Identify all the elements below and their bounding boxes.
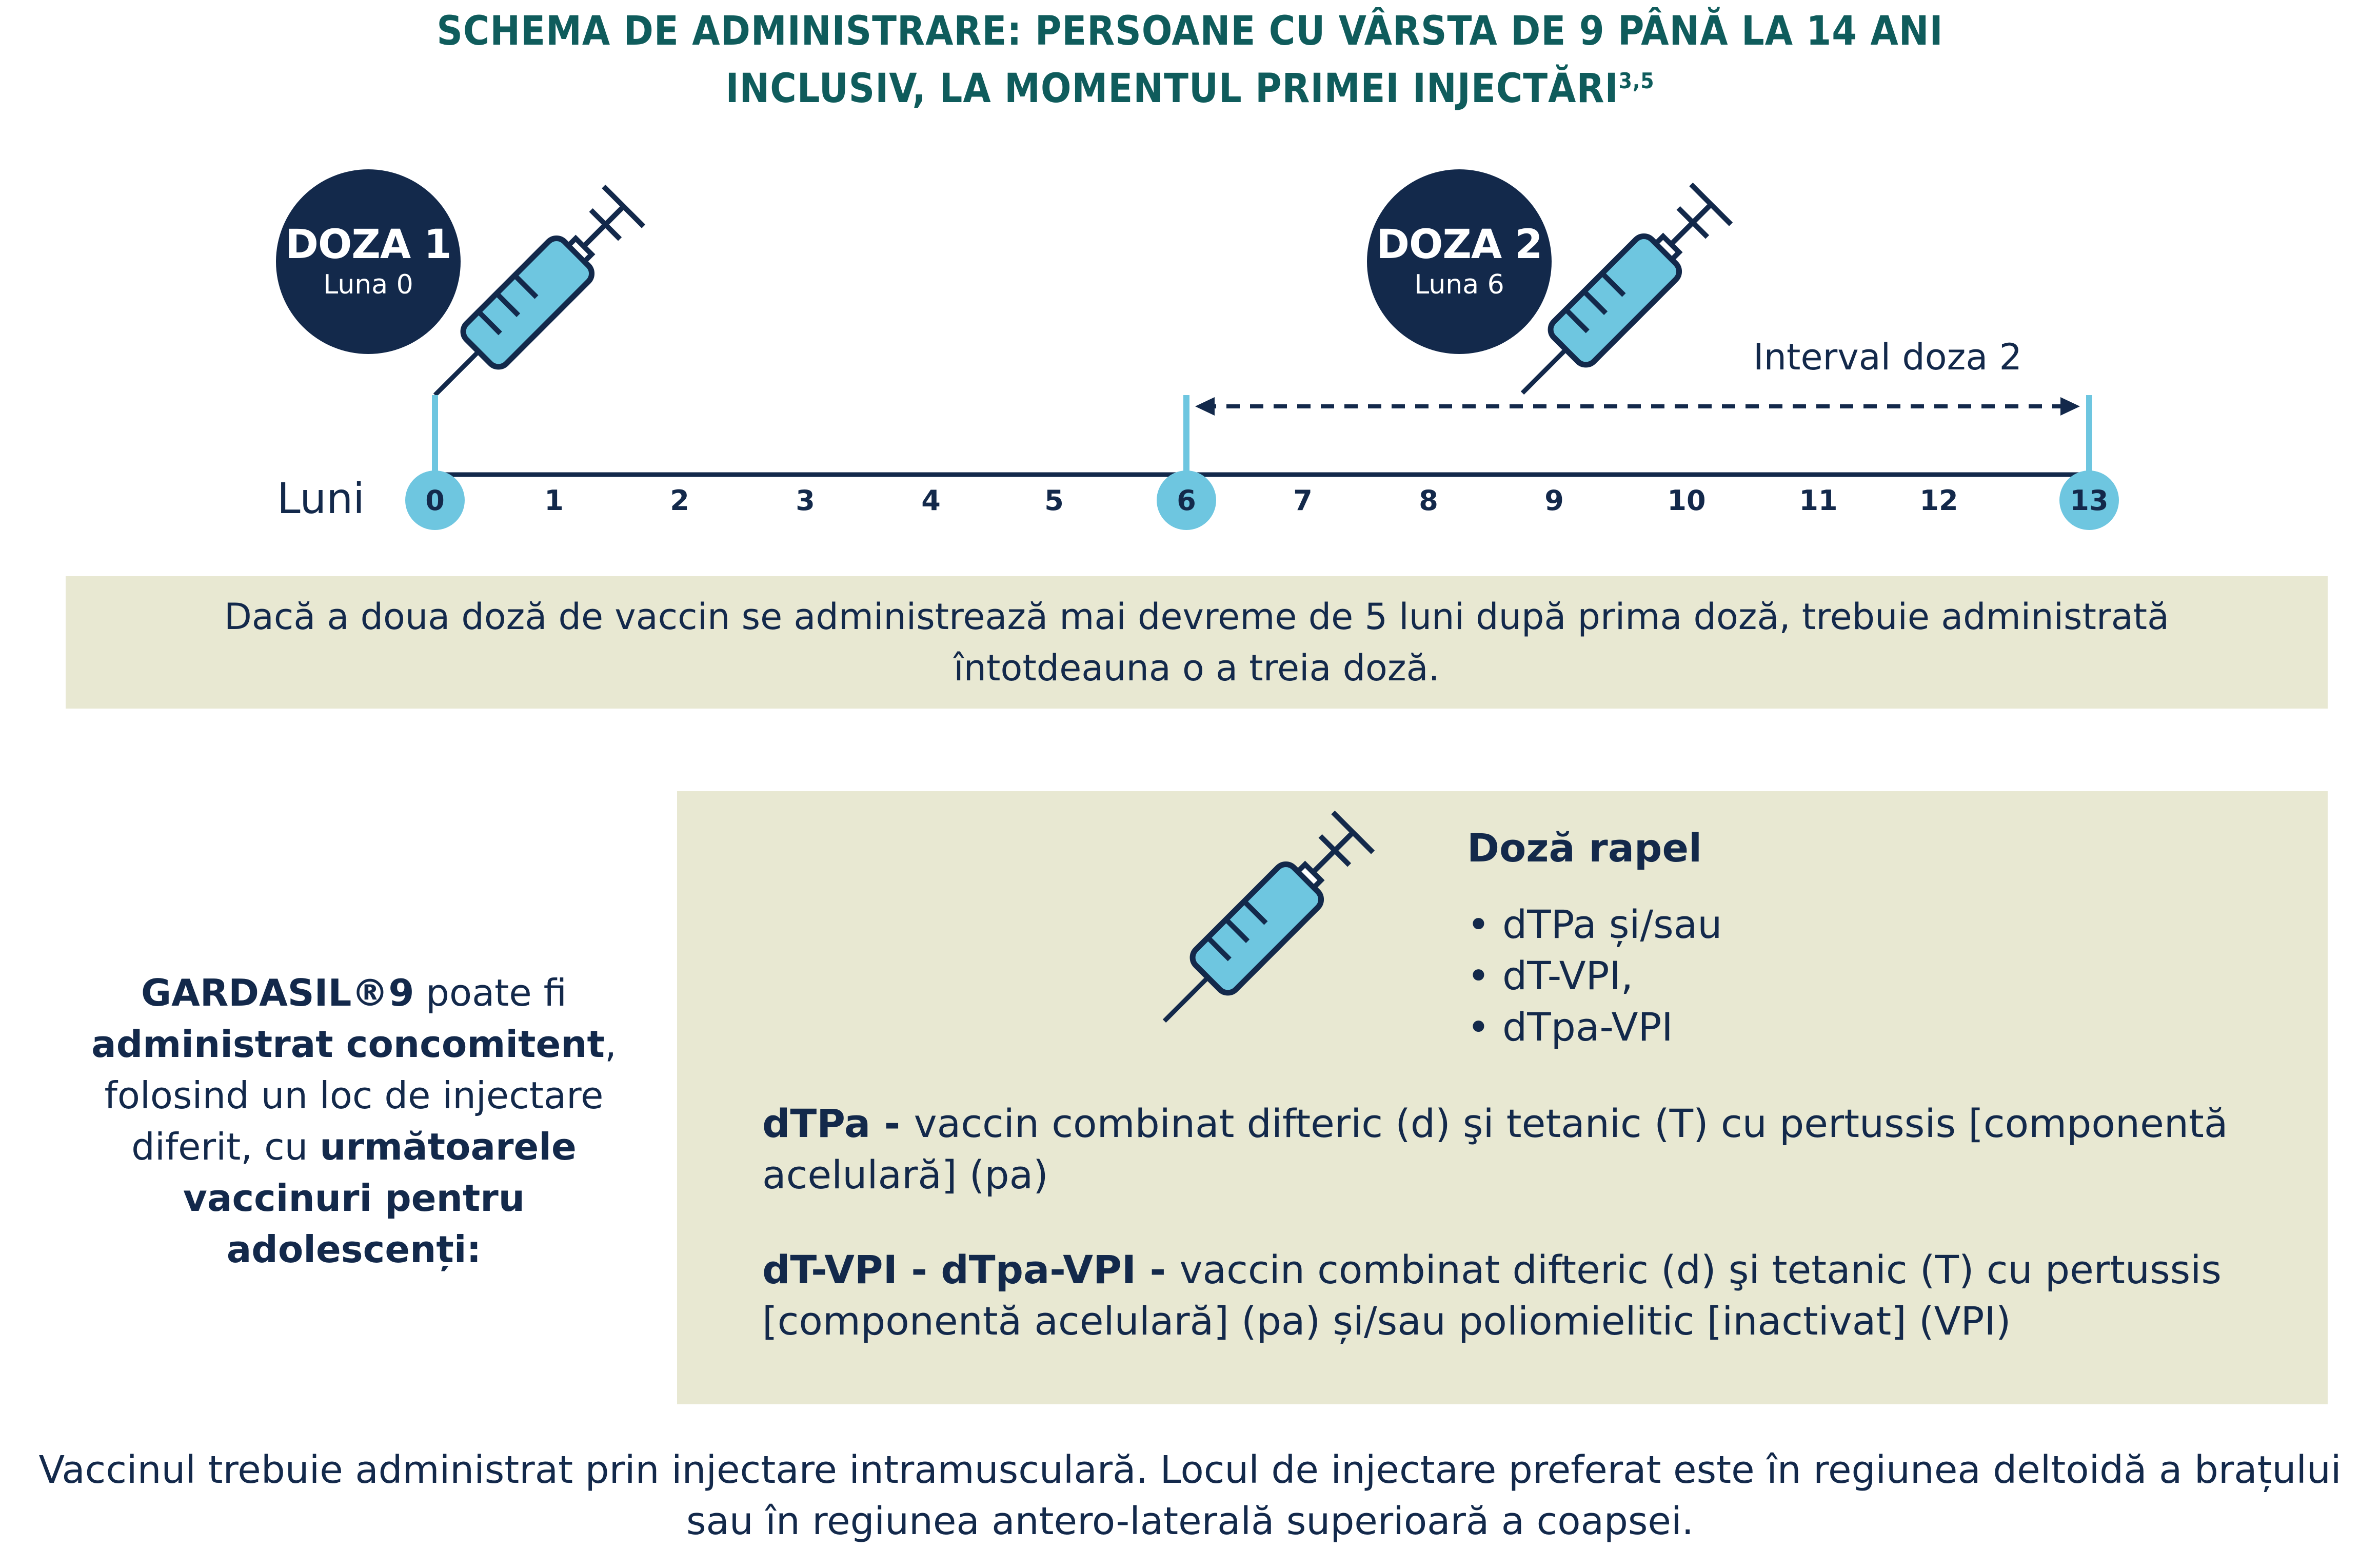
month-label-0: 0: [425, 484, 445, 517]
month-label-3: 3: [796, 484, 815, 517]
month-label-4: 4: [921, 484, 941, 517]
dose-1-title: DOZA 1: [285, 222, 451, 268]
axis-label: Luni: [277, 475, 365, 523]
definition-dtpa: [762, 1098, 2280, 1201]
month-label-5: 5: [1044, 484, 1064, 517]
month-label-12: 12: [1919, 484, 1958, 517]
interval-label: Interval doza 2: [1753, 336, 2022, 378]
dose-2-badge: [1367, 169, 1552, 354]
dose-1-badge: [276, 169, 461, 354]
month-label-9: 9: [1544, 484, 1564, 517]
interval-arrow: [1195, 397, 2080, 416]
month-label-6: 6: [1177, 484, 1196, 517]
concomitant-text: [77, 967, 631, 1275]
definition-dt-vpi: [762, 1244, 2280, 1347]
booster-title: Doză rapel: [1467, 825, 1702, 871]
concomitant-text-2: , folosind un loc de injectare diferit, cu: [104, 1023, 617, 1168]
definition-term: dT-VPI - dTpa-VPI -: [762, 1247, 1180, 1292]
list-item: • dT-VPI,: [1467, 950, 1722, 1002]
month-label-7: 7: [1293, 484, 1313, 517]
note-text: Dacă a doua doză de vaccin se administrează mai devreme de 5 luni după prima doză, trebuie administrată întotdeauna o a treia doză.: [224, 596, 2169, 689]
booster-vaccine-list: [1467, 899, 1722, 1053]
definition-text: vaccin combinat difteric (d) şi tetanic (T) cu pertussis [componentă acelulară] (pa) și/sau poliomielitic [inactivat] (VPI): [762, 1247, 2222, 1344]
definition-term: dTPa -: [762, 1101, 914, 1146]
month-label-1: 1: [544, 484, 564, 517]
dose-1-subtitle: Luna 0: [323, 269, 413, 300]
dose-2-subtitle: Luna 6: [1414, 269, 1504, 300]
month-label-11: 11: [1799, 484, 1838, 517]
footer-line-2: sau în regiunea antero-laterală superioară a coapsei.: [686, 1499, 1694, 1543]
month-label-8: 8: [1419, 484, 1438, 517]
administration-footer: [0, 1444, 2380, 1547]
month-label-13: 13: [2070, 484, 2109, 517]
concomitant-text-1: poate fi: [414, 971, 567, 1014]
definition-text: vaccin combinat difteric (d) şi tetanic (T) cu pertussis [componentă acelulară] (pa): [762, 1101, 2228, 1198]
concomitant-bold-2: următoarele vaccinuri pentru adolescenți:: [183, 1125, 577, 1271]
third-dose-note: [66, 576, 2328, 709]
title-line-2-text: INCLUSIV, LA MOMENTUL PRIMEI INJECTĂRI: [725, 66, 1619, 112]
syringe-icon: [1128, 811, 1416, 1047]
footer-line-1: Vaccinul trebuie administrat prin injectare intramusculară. Locul de injectare preferat este în regiunea deltoidă a brațului: [38, 1448, 2342, 1492]
month-label-10: 10: [1667, 484, 1706, 517]
concomitant-bold-1: administrat concomitent: [91, 1023, 605, 1066]
brand-name: GARDASIL®9: [141, 971, 414, 1014]
title-line-1: SCHEMA DE ADMINISTRARE: PERSOANE CU VÂRSTA DE 9 PÂNĂ LA 14 ANI: [437, 8, 1943, 54]
dose-2-title: DOZA 2: [1376, 222, 1542, 268]
month-label-2: 2: [670, 484, 689, 517]
title-superscript: 3,5: [1618, 68, 1655, 93]
list-item: • dTpa-VPI: [1467, 1002, 1722, 1053]
list-item: • dTPa și/sau: [1467, 899, 1722, 950]
